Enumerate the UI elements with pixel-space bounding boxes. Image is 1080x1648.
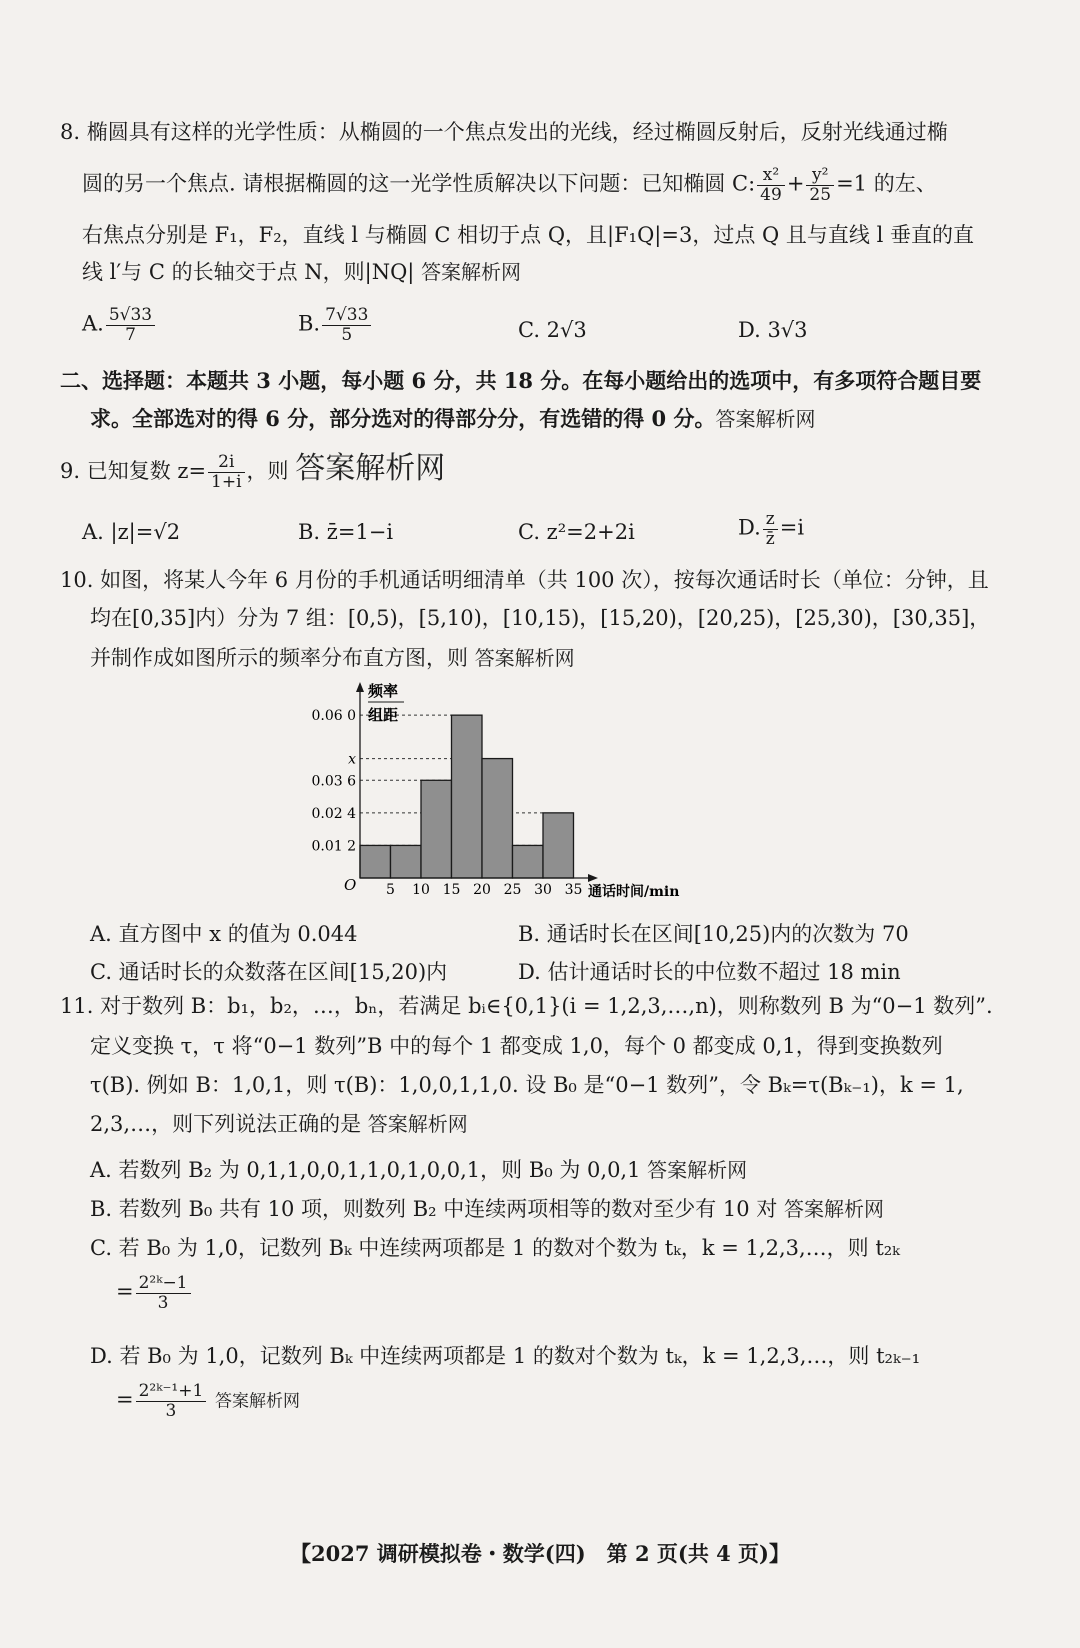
q8-frac-x: [757, 166, 785, 204]
watermark: 答案解析网: [784, 1197, 885, 1221]
q8-frac-x-num: x²: [757, 166, 785, 186]
q8-line-3: 右焦点分别是 F₁，F₂，直线 l 与椭圆 C 相切于点 Q，且|F₁Q|=3，过点 Q 且与直线 l 垂直的直: [82, 223, 974, 247]
q11-option-a-text: A. 若数列 B₂ 为 0,1,1,0,0,1,1,0,1,0,0,1，则 B₀ 为 0,0,1: [90, 1158, 641, 1182]
y-tick-label: x: [348, 751, 356, 768]
q11-line-4: [90, 1114, 468, 1135]
q9-option-d-num: z: [763, 510, 778, 530]
q11-option-c[interactable]: [90, 1232, 900, 1312]
x-tick-label: 35: [564, 882, 583, 898]
y-tick-label: 0.02 4: [311, 805, 356, 822]
q11-option-d-frac: [136, 1382, 207, 1420]
y-tick-label: 0.03 6: [311, 773, 356, 790]
watermark: 答案解析网: [214, 1391, 300, 1412]
q11-option-d[interactable]: [90, 1340, 920, 1420]
q8-line-4: [82, 262, 521, 283]
q11-option-b[interactable]: [90, 1193, 884, 1223]
x-tick-label: 15: [442, 882, 461, 898]
q11-option-c-den: 3: [157, 1292, 169, 1313]
q8-option-b-den: 5: [341, 324, 353, 345]
q8-option-a[interactable]: [82, 306, 157, 344]
x-tick-label: 20: [473, 882, 491, 898]
frequency-histogram: [300, 680, 720, 910]
q11-option-d-eq: =: [116, 1387, 134, 1412]
q10-line-3-text: 并制作成如图所示的频率分布直方图，则: [90, 646, 468, 670]
q8-line-2-text: 圆的另一个焦点. 请根据椭圆的这一光学性质解决以下问题：已知椭圆 C:: [82, 171, 756, 196]
q10-line-3: [90, 648, 575, 669]
q10-line-1: 10. 如图，将某人今年 6 月份的手机通话明细清单（共 100 次），按每次通话时长（单位：分钟，且: [60, 568, 989, 592]
q9-stem-text: 9. 已知复数 z=: [60, 459, 207, 483]
y-label-top: 频率: [368, 682, 399, 700]
q8-option-b-label: B.: [298, 311, 321, 336]
q10-line-2: 均在[0,35]内）分为 7 组：[0,5)，[5,10)，[10,15)，[15,20)，[20,25)，[25,30)，[30,35]，: [90, 606, 991, 630]
q11-option-d-den: 3: [165, 1400, 177, 1421]
x-axis-label: 通话时间/min: [588, 884, 680, 900]
q9-frac-den: 1+i: [211, 472, 242, 492]
x-tick-labels: [386, 882, 582, 898]
q8-option-b-num: 7√33: [322, 306, 371, 326]
q9-option-d-label: D.: [738, 515, 761, 540]
q8-option-d[interactable]: D. 3√3: [738, 318, 808, 342]
histogram-bar: [360, 845, 391, 878]
section2-line-1: 二、选择题：本题共 3 小题，每小题 6 分，共 18 分。在每小题给出的选项中，有多项符合题目要: [60, 368, 982, 393]
histogram-bar: [391, 845, 422, 878]
q9-option-a[interactable]: A. |z|=√2: [82, 520, 181, 544]
watermark: 答案解析网: [647, 1158, 748, 1182]
x-axis-arrow: [588, 874, 598, 882]
histogram-bar: [543, 813, 574, 878]
q11-option-a[interactable]: [90, 1154, 747, 1184]
q8-option-a-num: 5√33: [106, 306, 155, 326]
q11-option-c-eq: =: [116, 1279, 134, 1304]
section2-line-2: [90, 408, 815, 430]
q11-option-b-text: B. 若数列 B₀ 共有 10 项，则数列 B₂ 中连续两项相等的数对至少有 10 对: [90, 1197, 778, 1221]
q8-line-2-tail: =1 的左、: [836, 171, 937, 196]
q8-line-4-text: 线 l′与 C 的长轴交于点 N，则|NQ|: [82, 260, 415, 284]
q9-stem: [60, 452, 445, 492]
q10-option-d[interactable]: D. 估计通话时长的中位数不超过 18 min: [518, 960, 901, 984]
q10-option-c[interactable]: C. 通话时长的众数落在区间[15,20)内: [90, 960, 448, 984]
q11-option-c-formula: [116, 1274, 900, 1312]
q8-option-a-label: A.: [82, 311, 104, 336]
x-tick-label: 5: [386, 882, 395, 898]
histogram-bar: [513, 845, 544, 878]
y-tick-labels: [311, 708, 356, 854]
q8-option-a-frac: [106, 306, 155, 344]
q11-option-d-text: D. 若 B₀ 为 1,0，记数列 Bₖ 中连续两项都是 1 的数对个数为 tₖ，k = 1,2,3,…，则 t₂ₖ₋₁: [90, 1344, 921, 1368]
section2-line-2-text: 求。全部选对的得 6 分，部分选对的得部分分，有选错的得 0 分。: [90, 406, 716, 431]
q10-option-b[interactable]: B. 通话时长在区间[10,25)内的次数为 70: [518, 922, 909, 946]
watermark: 答案解析网: [367, 1112, 468, 1136]
q11-option-c-num: 2²ᵏ−1: [136, 1274, 191, 1294]
histogram-bars: [360, 715, 574, 878]
q11-line-3: τ(B). 例如 B：1,0,1，则 τ(B)：1,0,0,1,1,0. 设 B₀ 是“0−1 数列”，令 Bₖ=τ(Bₖ₋₁)，k = 1,: [90, 1073, 964, 1097]
q8-option-b[interactable]: [298, 306, 373, 344]
q11-option-d-formula: [116, 1382, 920, 1420]
x-tick-label: 25: [503, 882, 522, 898]
y-label-bottom: 组距: [368, 706, 399, 724]
q9-frac-num: 2i: [208, 453, 245, 473]
q8-plus: +: [786, 171, 805, 196]
q8-option-c[interactable]: C. 2√3: [518, 318, 587, 342]
watermark: 答案解析网: [421, 260, 522, 284]
y-tick-label: 0.06 0: [311, 708, 356, 725]
q11-option-d-num: 2²ᵏ⁻¹+1: [136, 1382, 207, 1402]
q8-frac-y-num: y²: [806, 166, 834, 186]
q9-option-c[interactable]: C. z²=2+2i: [518, 520, 635, 544]
q11-line-1: 11. 对于数列 B：b₁，b₂，…，bₙ，若满足 bᵢ∈{0,1}(i = 1,2,3,…,n)，则称数列 B 为“0−1 数列”.: [60, 994, 993, 1018]
q9-option-d-den: z̄: [765, 528, 775, 549]
y-tick-label: 0.01 2: [311, 838, 356, 855]
q8-line-1: 8. 椭圆具有这样的光学性质：从椭圆的一个焦点发出的光线，经过椭圆反射后，反射光线通过椭: [60, 120, 948, 144]
y-axis-arrow: [356, 682, 364, 692]
q9-option-b[interactable]: B. z̄=1−i: [298, 520, 394, 544]
q11-option-c-frac: [136, 1274, 191, 1312]
histogram-bar: [421, 780, 452, 878]
x-tick-label: 30: [534, 882, 552, 898]
q8-frac-x-den: 49: [760, 184, 782, 205]
q11-option-c-text: C. 若 B₀ 为 1,0，记数列 Bₖ 中连续两项都是 1 的数对个数为 tₖ，k = 1,2,3,…，则 t₂ₖ: [90, 1236, 900, 1260]
q8-frac-y: [806, 166, 834, 204]
q10-option-a[interactable]: A. 直方图中 x 的值为 0.044: [90, 922, 358, 946]
q11-line-2: 定义变换 τ，τ 将“0−1 数列”B 中的每个 1 都变成 1,0，每个 0 都变成 0,1，得到变换数列: [90, 1034, 943, 1058]
origin-label: O: [344, 876, 357, 894]
q8-line-2: [82, 166, 937, 204]
watermark: 答案解析网: [715, 407, 816, 431]
x-tick-label: 10: [412, 882, 430, 898]
q8-option-a-den: 7: [125, 324, 136, 345]
q9-option-d-frac: [763, 510, 778, 548]
watermark: 答案解析网: [474, 646, 575, 670]
q8-frac-y-den: 25: [809, 184, 832, 205]
q8-option-b-frac: [322, 306, 371, 344]
page-footer: 【2027 调研模拟卷・数学(四) 第 2 页(共 4 页)】: [290, 1541, 790, 1566]
histogram-bar: [452, 715, 483, 878]
q9-stem-tail: ，则: [246, 459, 289, 483]
q9-frac: [208, 453, 245, 491]
q11-line-4-text: 2,3,…，则下列说法正确的是: [90, 1112, 362, 1136]
histogram-bar: [482, 759, 513, 878]
watermark: 答案解析网: [295, 451, 446, 486]
q9-option-d[interactable]: [738, 510, 804, 548]
q9-option-d-tail: =i: [779, 515, 805, 540]
